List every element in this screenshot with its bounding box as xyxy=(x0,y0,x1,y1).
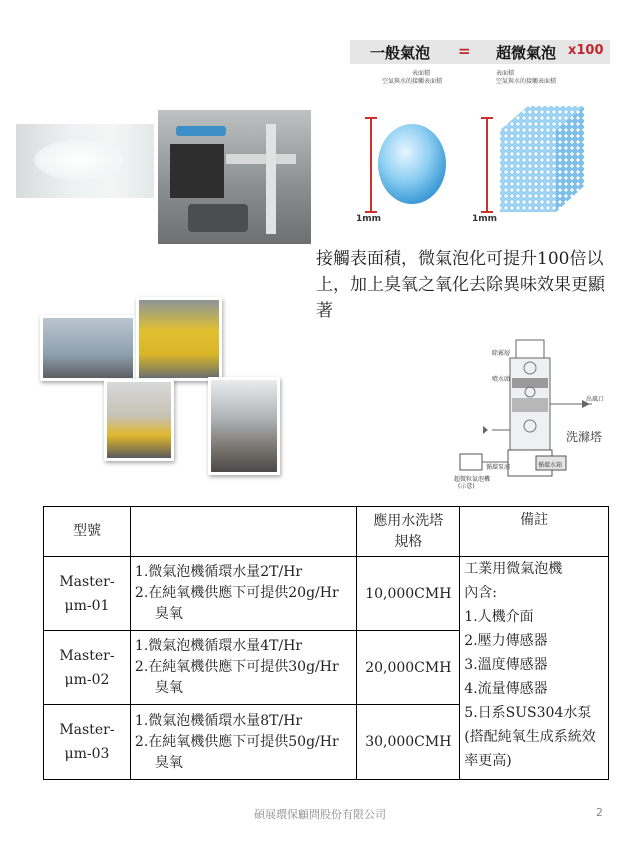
rating-cell: 30,000CMH xyxy=(357,705,460,780)
model-cell xyxy=(44,631,131,705)
note-line: 1.人機介面 xyxy=(464,609,534,625)
model-name-line1: Master- xyxy=(59,647,115,664)
model-cell xyxy=(44,705,131,780)
micro-bubble-label: 超微氣泡 xyxy=(496,44,557,62)
note-line: 4.流量傳感器 xyxy=(464,681,548,697)
note-line: 5.日系SUS304水泵(搭配純氧生成系統效率更高) xyxy=(464,705,596,769)
header-rating-line2: 規格 xyxy=(394,533,423,550)
description-cell xyxy=(130,705,356,780)
spec-table xyxy=(43,506,609,780)
micro-surface-note: 表面積 xyxy=(496,70,515,77)
description-cell xyxy=(130,557,356,631)
water-flow-item: 1.微氣泡機循環水量8T/Hr xyxy=(134,712,303,729)
header-note: 備註 xyxy=(460,507,609,557)
model-name-line2: μm-01 xyxy=(64,597,110,614)
model-name-line2: μm-03 xyxy=(64,746,110,762)
label-illustration: (示意) xyxy=(458,483,475,490)
model-name-line1: Master- xyxy=(59,722,115,738)
label-bubble-machine: 超微粒氣泡機 xyxy=(454,476,491,483)
footer-company-name: 碩展環保顧問股份有限公司 xyxy=(254,808,386,821)
water-flow-item: 1.微氣泡機循環水量4T/Hr xyxy=(134,638,303,654)
normal-bubble-label: 一般氣泡 xyxy=(370,44,431,62)
bubble-comparison-figure xyxy=(350,40,610,230)
scrubber-tower-graphic xyxy=(452,330,612,492)
scale-right-label: 1mm xyxy=(472,214,498,224)
scale-left-label: 1mm xyxy=(356,214,382,224)
label-circulation-pump: 循環泵浦 xyxy=(486,464,511,471)
micro-contact-note: 空氣與水的接觸表面積 xyxy=(496,78,557,85)
note-line: 工業用微氣泡機 xyxy=(464,561,563,577)
note-line: 2.壓力傳感器 xyxy=(464,633,548,649)
notes-cell xyxy=(460,557,609,780)
table-row xyxy=(44,557,609,631)
table-header-row xyxy=(44,507,609,557)
rating-cell: 20,000CMH xyxy=(357,631,460,705)
ozone-item: 2.在純氧機供應下可提供30g/Hr 臭氧 xyxy=(134,659,339,696)
model-name-line1: Master- xyxy=(59,573,115,590)
header-description xyxy=(130,507,356,557)
note-line: 內含: xyxy=(464,585,498,601)
equals-sign: = xyxy=(458,42,471,60)
description-cell xyxy=(130,631,356,705)
header-model: 型號 xyxy=(44,507,131,557)
header-rating-line1: 應用水洗塔 xyxy=(373,512,444,529)
label-circulation-tank: 循環水箱 xyxy=(538,462,563,469)
model-name-line2: μm-02 xyxy=(64,671,110,688)
ozone-item: 2.在純氧機供應下可提供20g/Hr臭氧 xyxy=(134,585,339,622)
normal-surface-note: 表面積 xyxy=(412,70,431,77)
ozone-item: 2.在純氧機供應下可提供50g/Hr 臭氧 xyxy=(134,733,339,771)
rating-cell: 10,000CMH xyxy=(357,557,460,631)
label-demister: 除霧層 xyxy=(492,350,511,357)
water-flow-item: 1.微氣泡機循環水量2T/Hr xyxy=(134,564,303,580)
label-spray-nozzle: 噴水頭 xyxy=(492,376,511,383)
note-line: 3.溫度傳感器 xyxy=(464,657,548,673)
description-text: 接觸表面積，微氣泡化可提升100倍以上，加上臭氧之氧化去除異味效果更顯著 xyxy=(316,249,605,321)
multiplier-label: x100 xyxy=(568,43,604,58)
installation-photo-collage xyxy=(40,295,280,475)
model-cell xyxy=(44,557,131,631)
microbubble-machine-photo xyxy=(158,110,311,244)
label-outlet: 出風口 xyxy=(586,396,605,403)
bubble-comparison-graphic xyxy=(350,40,610,230)
scrubber-tower-diagram xyxy=(452,330,612,492)
header-rating xyxy=(357,507,460,557)
label-scrubber-title: 洗滌塔 xyxy=(566,430,603,444)
mist-photo xyxy=(16,124,154,198)
normal-contact-note: 空氣與水的接觸表面積 xyxy=(382,78,443,85)
page-number: 2 xyxy=(596,806,603,819)
